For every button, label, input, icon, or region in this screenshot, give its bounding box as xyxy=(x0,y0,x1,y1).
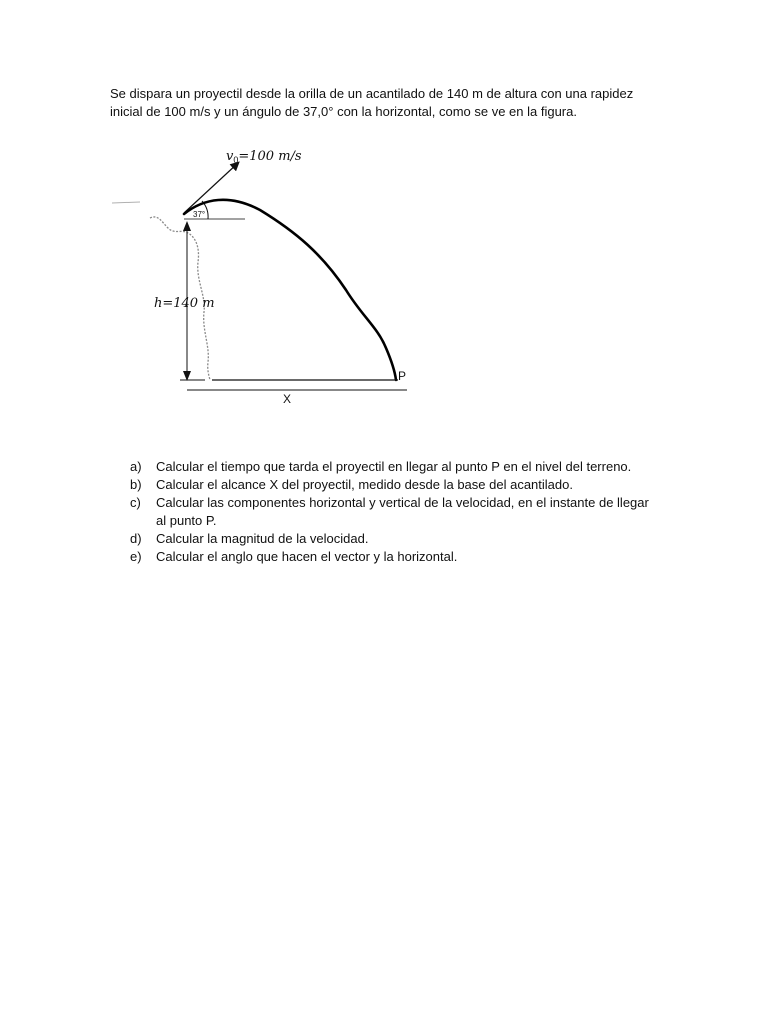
question-item xyxy=(130,458,660,476)
question-item xyxy=(130,476,660,494)
v0-label xyxy=(226,149,302,165)
problem-statement-line-2: inicial de 100 m/s y un ángulo de 37,0° con la horizontal, como se ve en la figura. xyxy=(110,104,577,119)
question-text: Calcular la magnitud de la velocidad. xyxy=(156,531,369,546)
question-letter: a) xyxy=(130,459,142,474)
question-item xyxy=(130,494,660,530)
velocity-vector-arrow xyxy=(184,163,238,213)
question-text: Calcular el alcance X del proyectil, medido desde la base del acantilado. xyxy=(156,477,573,492)
v0-value: =100 m/s xyxy=(238,149,302,164)
question-text: Calcular el tiempo que tarda el proyectil en llegar al punto P en el nivel del terreno. xyxy=(156,459,632,474)
v0-symbol: v xyxy=(226,149,234,164)
question-text: Calcular el anglo que hacen el vector y la horizontal. xyxy=(156,549,458,564)
question-item xyxy=(130,530,660,548)
question-letter: d) xyxy=(130,531,142,546)
cliff-top-line xyxy=(112,202,140,203)
question-letter: b) xyxy=(130,477,142,492)
projectile-figure xyxy=(0,0,768,420)
question-text: Calcular las componentes horizontal y vertical de la velocidad, en el instante de llegar al punto P. xyxy=(156,495,649,528)
question-list xyxy=(130,458,660,566)
problem-statement-line-1: Se dispara un proyectil desde la orilla de un acantilado de 140 m de altura con una rapidez xyxy=(110,86,634,101)
height-label: h=140 m xyxy=(154,296,215,311)
v0-subscript: 0 xyxy=(233,155,239,165)
trajectory-curve xyxy=(184,200,396,380)
question-item xyxy=(130,548,660,566)
height-arrow-top-head xyxy=(183,221,191,231)
question-letter: c) xyxy=(130,495,141,510)
angle-label: 37° xyxy=(193,210,206,219)
point-p-label: P xyxy=(398,369,407,383)
question-letter: e) xyxy=(130,549,142,564)
range-x-label: X xyxy=(283,392,292,406)
